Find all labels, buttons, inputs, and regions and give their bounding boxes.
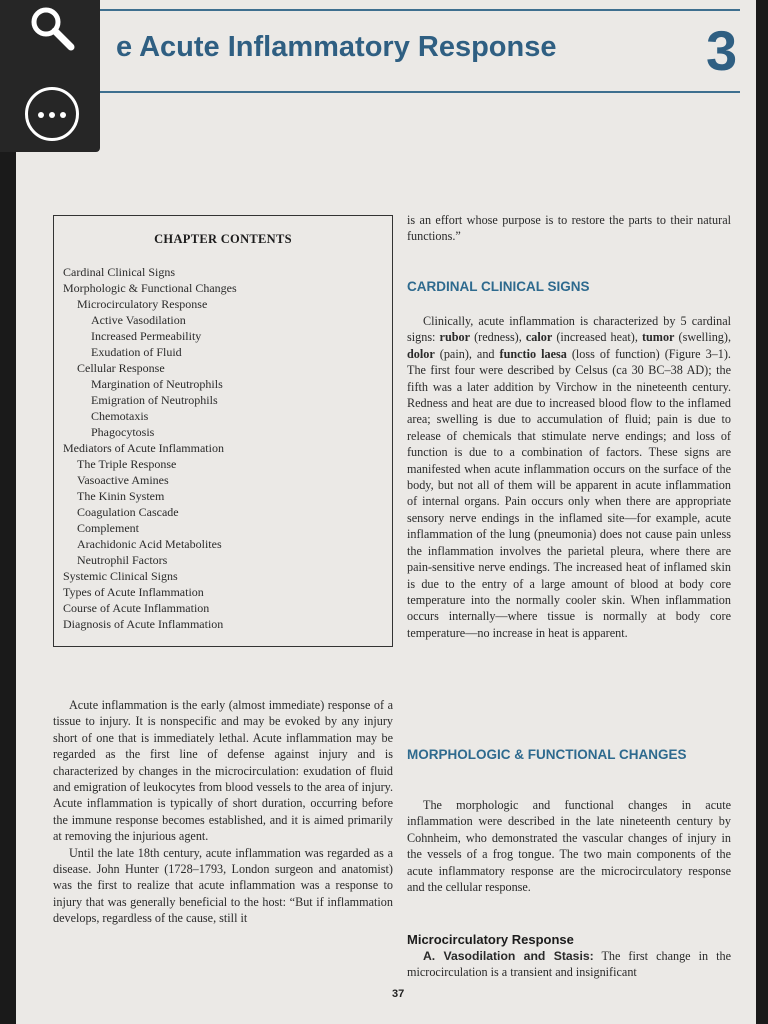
term-functio-laesa: functio laesa bbox=[499, 346, 567, 361]
toc-item: Complement bbox=[77, 521, 139, 535]
right-top-paragraph bbox=[407, 212, 731, 245]
chapter-title: e Acute Inflammatory Response bbox=[116, 31, 557, 63]
section-heading-morphologic: MORPHOLOGIC & FUNCTIONAL CHANGES bbox=[407, 747, 687, 762]
vasodilation-paragraph: A. Vasodilation and Stasis: The first change in the microcirculation is a transient and insignificant bbox=[407, 949, 731, 980]
term-rubor: rubor bbox=[439, 330, 470, 345]
search-icon[interactable] bbox=[26, 2, 78, 54]
section-heading-cardinal: CARDINAL CLINICAL SIGNS bbox=[407, 279, 590, 294]
more-options-icon[interactable] bbox=[25, 87, 79, 141]
toc-item: Chemotaxis bbox=[91, 409, 149, 423]
toc-item: Cellular Response bbox=[77, 361, 165, 375]
intro-paragraph: Acute inflammation is the early (almost immediate) response of a tissue to injury. It is nonspecific and may be evoked by any injury short of one that is immediately lethal. Acute inflammation may be regarded as the first line of defense against injury and is characterized by changes in the microcirculation: exudation of fluid and emigration of leukocytes from blood vessels to the area of injury. Acute inflammation is typically of short duration, occurring before the immune response becomes established, and it is aimed primarily at removing the injurious agent. bbox=[53, 698, 393, 844]
subheading-microcirculatory: Microcirculatory Response bbox=[407, 932, 574, 947]
page-number: 37 bbox=[392, 988, 405, 1000]
term-dolor: dolor bbox=[407, 346, 435, 361]
morphologic-paragraph: The morphologic and functional changes in acute inflammation were described in the late nineteenth century by Cohnheim, who demonstrated the vascular changes of injury in the vessels of a frog tongue. The two main components of the acute inflammatory response are the microcirculatory response and the cellular response. bbox=[407, 798, 731, 895]
toc-item: Arachidonic Acid Metabolites bbox=[77, 537, 222, 551]
morphologic-column bbox=[407, 797, 731, 895]
toc-item: Morphologic & Functional Changes bbox=[63, 281, 237, 295]
chapter-contents-box bbox=[53, 215, 393, 647]
toc-heading: CHAPTER CONTENTS bbox=[154, 232, 292, 246]
toc-item: Microcirculatory Response bbox=[77, 297, 208, 311]
cardinal-signs-column bbox=[407, 313, 731, 641]
toc-list bbox=[63, 264, 237, 632]
history-paragraph: Until the late 18th century, acute inflammation was regarded as a disease. John Hunter (1728–1793, London surgeon and anatomist) was the first to realize that acute inflammation was a response to injury that was generally beneficial to the host: “But if inflammation develops, regardless of the cause, still it bbox=[53, 845, 393, 926]
toc-item: Phagocytosis bbox=[91, 425, 155, 439]
viewer-overlay-panel bbox=[0, 0, 100, 152]
toc-item: Vasoactive Amines bbox=[77, 473, 169, 487]
microcirculatory-column bbox=[407, 948, 731, 981]
toc-item: Cardinal Clinical Signs bbox=[63, 265, 175, 279]
chapter-number: 3 bbox=[706, 19, 738, 82]
toc-item: The Triple Response bbox=[77, 457, 177, 471]
toc-item: Types of Acute Inflammation bbox=[63, 585, 204, 599]
title-rule bbox=[16, 91, 740, 93]
toc-item: Margination of Neutrophils bbox=[91, 377, 223, 391]
left-column bbox=[53, 697, 393, 927]
toc-item: Neutrophil Factors bbox=[77, 553, 168, 567]
toc-item: Exudation of Fluid bbox=[91, 345, 182, 359]
toc-item: Course of Acute Inflammation bbox=[63, 601, 210, 615]
term-tumor: tumor bbox=[641, 330, 675, 345]
hunter-quote-continuation: is an effort whose purpose is to restore the parts to their natural functions.” bbox=[407, 213, 731, 244]
toc-item: Increased Permeability bbox=[91, 329, 202, 343]
cardinal-signs-paragraph: Clinically, acute inflammation is characterized by 5 cardinal signs: rubor (redness), calor (increased heat), tumor (swelling), dolor (pain), and functio laesa (loss of function) (Figure 3–1). The first four were described by Celsus (ca 30 BC–38 AD); the fifth was a later addition by Virchow in the nineteenth century. Redness and heat are due to increased blood flow to the inflamed area; swelling is due to accumulation of fluid; pain is due to release of chemicals that stimulate nerve endings; and loss of function is due to a combination of factors. These signs are manifested when acute inflammation occurs on the surface of the body, but not all of them will be apparent in acute inflammation of internal organs. Pain occurs only when there are appropriate sensory nerve endings in the inflamed site—for example, acute inflammation of the lung (pneumonia) does not cause pain unless the inflammation involves the parietal pleura, where there are pain-sensitive nerve endings. The increased heat of inflamed skin is due to the entry of a large amount of blood at body core temperature into the normally cooler skin. When inflammation occurs internally—where tissue is normally at body core temperature—no increase in heat is apparent. bbox=[407, 314, 732, 640]
vasodilation-runin-heading: A. Vasodilation and Stasis: bbox=[423, 949, 594, 963]
toc-item: Active Vasodilation bbox=[91, 313, 186, 327]
toc-item: Diagnosis of Acute Inflammation bbox=[63, 617, 224, 631]
toc-item: The Kinin System bbox=[77, 489, 165, 503]
toc-item: Coagulation Cascade bbox=[77, 505, 179, 519]
term-calor: calor bbox=[525, 330, 553, 345]
toc-item: Mediators of Acute Inflammation bbox=[63, 441, 224, 455]
toc-item: Emigration of Neutrophils bbox=[91, 393, 218, 407]
toc-item: Systemic Clinical Signs bbox=[63, 569, 178, 583]
book-page bbox=[16, 0, 756, 1024]
top-rule bbox=[16, 9, 740, 11]
